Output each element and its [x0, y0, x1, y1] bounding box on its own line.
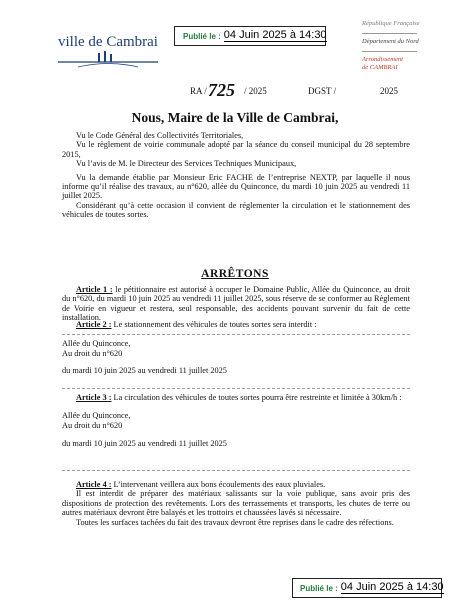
stamp-date-bottom: 04 Juin 2025 à 14:30	[340, 581, 444, 593]
article-3-loc1: Allée du Quinconce,	[62, 411, 131, 421]
article-4-head	[62, 480, 410, 489]
arrondissement-text-2: de CAMBRAI	[362, 64, 398, 71]
republique-text: République Française	[362, 20, 420, 27]
article-4-label: Article 4 :	[76, 480, 112, 489]
stamp-label-bottom: Publié le :	[300, 583, 338, 593]
considerant-1: Vu le Code Général des Collectivités Territoriales,	[76, 131, 244, 140]
article-3-head	[62, 393, 410, 402]
article-2-dates: du mardi 10 juin 2025 au vendredi 11 juillet 2025	[62, 366, 227, 376]
article-1	[62, 285, 410, 323]
logo-towers-icon	[58, 50, 158, 68]
separator-line	[362, 33, 417, 34]
stamp-date: 04 Juin 2025 à 14:30	[223, 29, 327, 41]
article-3-dates: du mardi 10 juin 2025 au vendredi 11 juillet 2025	[62, 439, 227, 449]
article-1-label: Article 1 :	[76, 285, 113, 294]
article-2-label: Article 2 :	[76, 320, 112, 329]
logo-text: ville de Cambrai	[58, 34, 158, 50]
considerant-2: Vu le règlement de voirie communale adopté par la séance du conseil municipal du 28 septembre 2015,	[62, 140, 410, 159]
article-2-loc1: Allée du Quinconce,	[62, 339, 131, 349]
article-3-text: La circulation des véhicules de toutes sortes pourra être restreinte et limitée à 30km/h :	[111, 393, 402, 402]
separator-line-2	[362, 51, 417, 52]
article-2-head	[62, 320, 410, 329]
considerants-block	[62, 131, 410, 220]
article-2-loc2: Au droit du n°620	[62, 348, 123, 358]
ra-number: 725	[208, 80, 235, 100]
publication-stamp-bottom	[292, 578, 442, 598]
page-title: Nous, Maire de la Ville de Cambrai,	[131, 110, 339, 125]
reference-line	[190, 80, 430, 100]
right-header	[362, 20, 442, 72]
article-4-p3: Toutes les surfaces tachées du fait des travaux devront être reprises dans le cadre des réfections.	[76, 517, 394, 527]
ra-year: / 2025	[244, 86, 267, 96]
stamp-label: Publié le :	[183, 31, 221, 41]
considerant-3: Vu l’avis de M. le Directeur des Services Techniques Municipaux,	[76, 159, 297, 169]
article-3	[62, 393, 410, 449]
dgst-year: 2025	[380, 86, 398, 96]
arretons-heading: ARRÊTONS	[201, 268, 269, 280]
city-logo	[58, 34, 158, 70]
article-1-text: le pétitionnaire est autorisé à occuper le Domaine Public, Allée du Quinconce, au droit du n°620, du mardi 10 juin 2025 au vendredi 11 juillet 2025, sous réserve de se conformer au Règlement de Voirie en vigueur et restera, seul responsable, des accidents pouvant survenir du fait de cette installation.	[62, 285, 410, 323]
article-3-loc2: Au droit du n°620	[62, 420, 123, 430]
article-4	[62, 480, 410, 527]
dgst-label: DGST /	[308, 86, 337, 96]
divider-3	[62, 470, 410, 471]
divider-2	[62, 388, 410, 389]
article-3-label: Article 3 :	[76, 393, 112, 402]
publication-stamp-top	[174, 26, 326, 46]
considerant-4: Vu la demande établie par Monsieur Eric FACHE de l’entreprise NEXTP, par laquelle il nous informe qu’il réalise des travaux, au n°620, allée du Quinconce, du mardi 10 juin 2025 au vendredi 11 juillet 2025.	[62, 172, 410, 201]
considerant-5: Considérant qu’à cette occasion il convient de réglementer la circulation et le stationnement des véhicules de toutes sortes.	[62, 200, 410, 220]
article-4-p2: Il est interdit de préparer des matériaux salissants sur la voie publique, sans avoir pris des dispositions de protection des revêtements. Lors des terrassements et transports, les chutes de terre ou autres matériaux devront être balayés et les trottoirs et chaussées lavés si nécessaire.	[62, 489, 410, 518]
article-4-text: L’intervenant veillera aux bons écoulements des eaux pluviales.	[111, 480, 326, 489]
ra-label: RA /	[190, 86, 207, 96]
departement-text: Département du Nord	[362, 38, 419, 45]
article-2-text: Le stationnement des véhicules de toutes sortes sera interdit :	[111, 320, 317, 329]
arrondissement-text: Arrondissement	[362, 56, 403, 63]
article-2	[62, 320, 410, 376]
